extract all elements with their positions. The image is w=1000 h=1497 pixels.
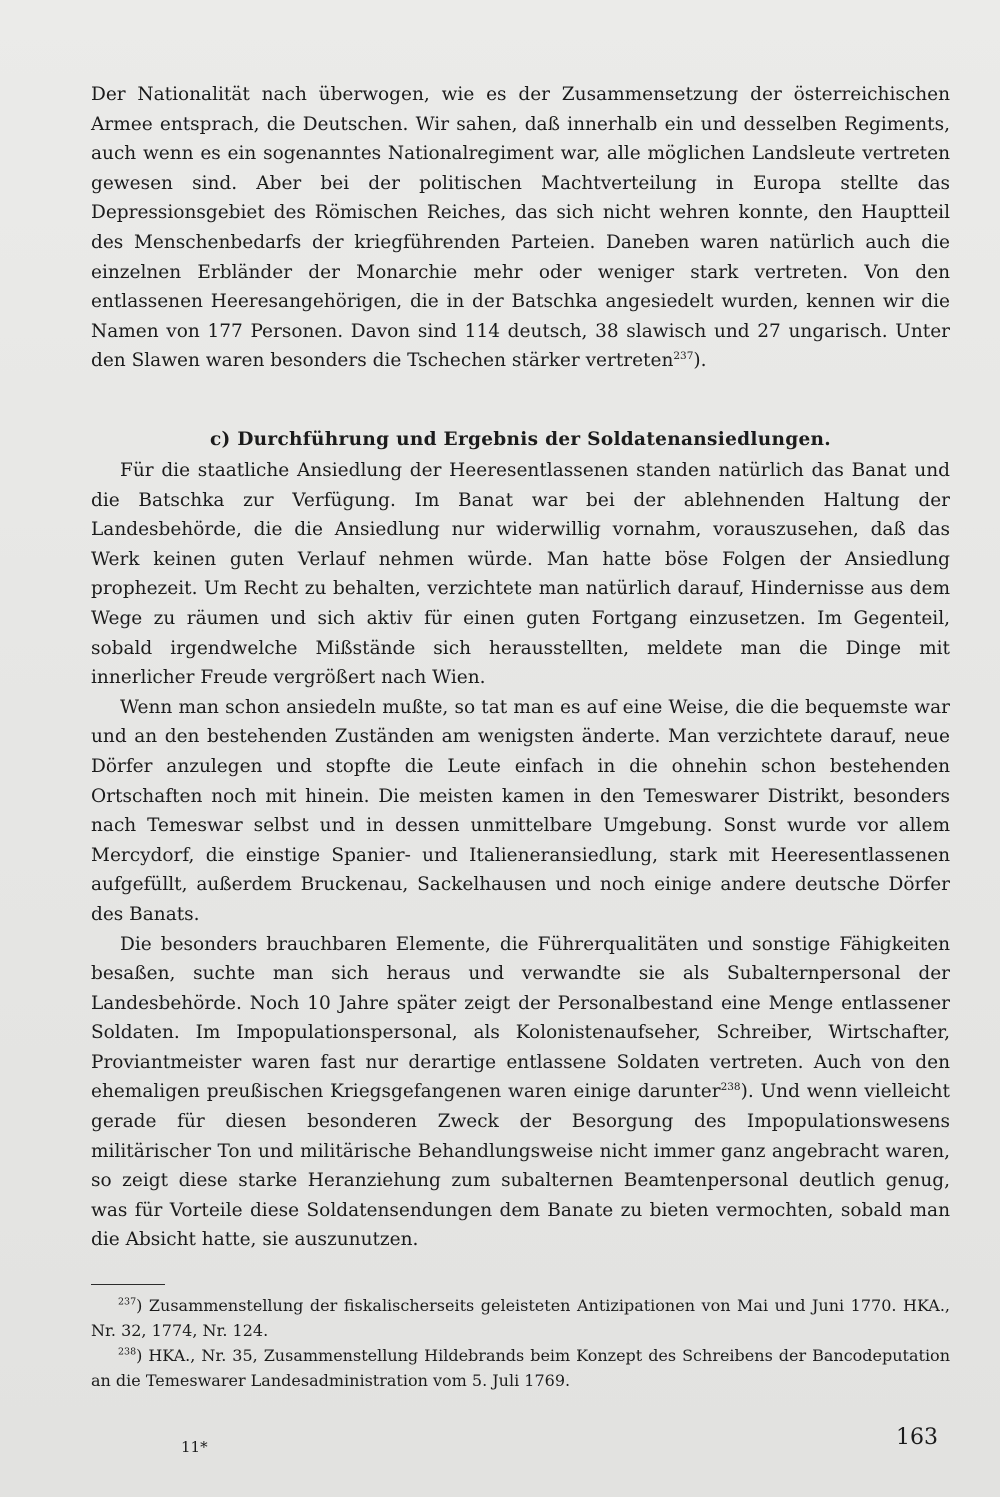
intro-section	[91, 80, 950, 376]
footnotes	[91, 1293, 950, 1393]
footnote-divider	[91, 1284, 165, 1285]
signature-mark: 11*	[181, 1438, 208, 1456]
footnote-text: ) HKA., Nr. 35, Zusammenstellung Hildebrands beim Konzept des Schreibens der Bancodeputation an die Temeswarer Landesadministration vom 5. Juli 1769.	[91, 1346, 950, 1390]
main-section	[91, 456, 950, 1255]
footnote-237	[91, 1293, 950, 1343]
footnote-number: 238	[118, 1346, 137, 1358]
footnote-number: 237	[118, 1296, 137, 1308]
intro-paragraph-tail: ).	[693, 350, 707, 372]
footnote-reference-237[interactable]: 237	[673, 350, 694, 363]
footnote-reference-238[interactable]: 238	[720, 1081, 741, 1094]
intro-paragraph	[91, 80, 950, 376]
footnote-text: ) Zusammenstellung der fiskalischerseits geleisteten Antizipationen von Mai und Juni 1770. HKA., Nr. 32, 1774, Nr. 124.	[91, 1296, 950, 1340]
last-paragraph-tail: ). Und wenn vielleicht gerade für diesen besonderen Zweck der Besorgung des Impopulationswesens militärischer Ton und militärische Behandlungsweise nicht immer ganz angebracht waren, so zeigt diese starke Heranziehung zum subalternen Beamtenpersonal deutlich genug, was für Vorteile diese Soldatensendungen dem Banate zu bieten vermochten, sobald man die Absicht hatte, sie auszunutzen.	[91, 1081, 950, 1251]
body-paragraph: Wenn man schon ansiedeln mußte, so tat man es auf eine Weise, die die bequemste war und an den bestehenden Zuständen am wenigsten änderte. Man verzichtete darauf, neue Dörfer anzulegen und stopfte die Leute einfach in die ohnehin schon bestehenden Ortschaften noch mit hinein. Die meisten kamen in den Temeswarer Distrikt, besonders nach Temeswar selbst und in dessen unmittelbare Umgebung. Sonst wurde vor allem Mercydorf, die einstige Spanier- und Italieneransiedlung, stark mit Heeresentlassenen aufgefüllt, außerdem Bruckenau, Sackelhausen und noch einige andere deutsche Dörfer des Banats.	[91, 696, 950, 925]
last-paragraph-text: Die besonders brauchbaren Elemente, die Führerqualitäten und sonstige Fähigkeiten besaßen, suchte man sich heraus und verwandte sie als Subalternpersonal der Landesbehörde. Noch 10 Jahre später zeigt der Personalbestand eine Menge entlassener Soldaten. Im Impopulationspersonal, als Kolonistenaufseher, Schreiber, Wirtschafter, Proviantmeister waren fast nur derartige entlassene Soldaten vertreten. Auch von den ehemaligen preußischen Kriegsgefangenen waren einige darunter	[91, 933, 950, 1103]
body-paragraph: Für die staatliche Ansiedlung der Heeresentlassenen standen natürlich das Banat und die Batschka zur Verfügung. Im Banat war bei der ablehnenden Haltung der Landesbehörde, die die Ansiedlung nur widerwillig vornahm, vorauszusehen, daß das Werk keinen guten Verlauf nehmen würde. Man hatte böse Folgen der Ansiedlung prophezeit. Um Recht zu behalten, verzichtete man natürlich darauf, Hindernisse aus dem Wege zu räumen und sich aktiv für einen guten Fortgang einzusetzen. Im Gegenteil, sobald irgendwelche Mißstände sich herausstellten, meldete man die Dinge mit innerlicher Freude vergrößert nach Wien.	[91, 460, 950, 689]
section-heading: c) Durchführung und Ergebnis der Soldatenansiedlungen.	[209, 429, 832, 450]
body-paragraph-last	[91, 930, 950, 1256]
page-number: 163	[896, 1425, 938, 1450]
intro-paragraph-text: Der Nationalität nach überwogen, wie es der Zusammensetzung der österreichischen Armee entsprach, die Deutschen. Wir sahen, daß innerhalb ein und desselben Regiments, auch wenn es ein sogenanntes Nationalregiment war, alle möglichen Landsleute vertreten gewesen sind. Aber bei der politischen Machtverteilung in Europa stellte das Depressionsgebiet des Römischen Reiches, das sich nicht wehren konnte, den Hauptteil des Menschenbedarfs der kriegführenden Parteien. Daneben waren natürlich auch die einzelnen Erbländer der Monarchie mehr oder weniger stark vertreten. Von den entlassenen Heeresangehörigen, die in der Batschka angesiedelt wurden, kennen wir die Namen von 177 Personen. Davon sind 114 deutsch, 38 slawisch und 27 ungarisch. Unter den Slawen waren besonders die Tschechen stärker vertreten	[91, 84, 950, 372]
footnote-238	[91, 1343, 950, 1393]
